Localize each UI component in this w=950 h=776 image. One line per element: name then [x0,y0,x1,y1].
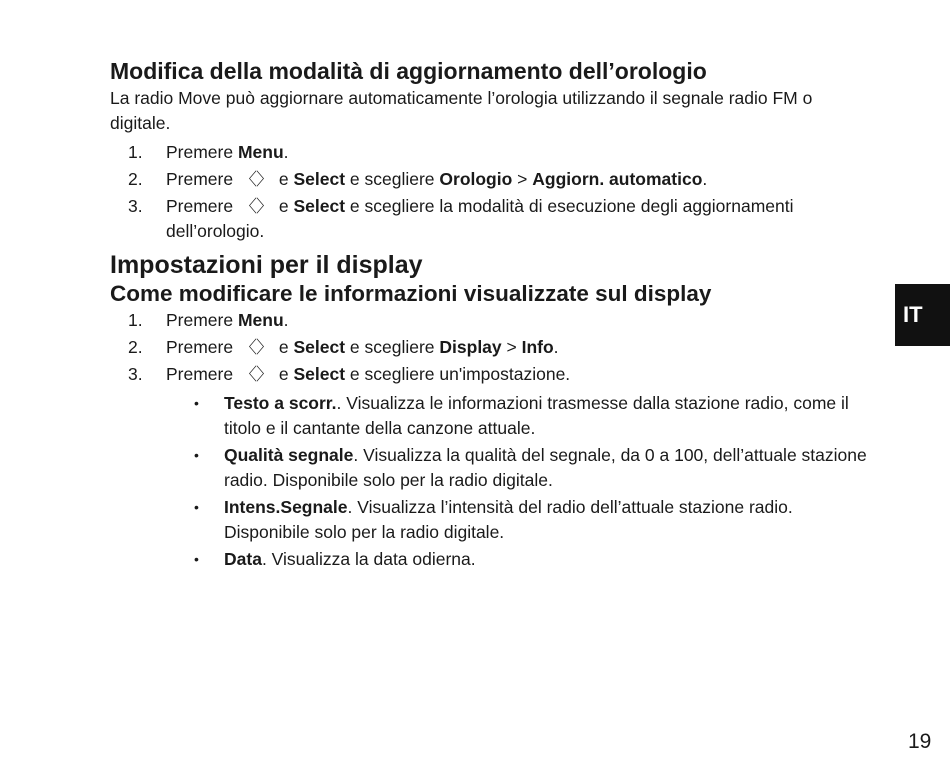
list-item: • Intens.Segnale. Visualizza l’intensità del radio dell’attuale stazione radio. Disponibile solo per la radio digitale. [194,497,793,542]
left-right-arrows-icon: 〈〉 [239,197,272,216]
section-title-clock-update: Modifica della modalità di aggiornamento dell’orologio [110,58,707,84]
display-options-list [110,391,870,572]
list-item: • Testo a scorr.. Visualizza le informazioni trasmesse dalla stazione radio, come il titolo e il cantante della canzone attuale. [194,393,849,438]
page-number: 19 [908,730,932,753]
list-item: • Data. Visualizza la data odierna. [110,547,870,572]
list-item: 2. Premere 〈〉 e Select e scegliere Orologio > Aggiorn. automatico. [110,167,870,192]
bullet-icon: • [194,499,199,515]
page-content [110,56,870,574]
left-right-arrows-icon: 〈〉 [239,170,272,189]
list-item: 2. Premere 〈〉 e Select e scegliere Display > Info. [110,335,870,360]
list-item: 3. Premere 〈〉 e Select e scegliere la modalità di esecuzione degli aggiornamenti dell’orologio. [128,196,794,241]
section-intro: La radio Move può aggiornare automaticamente l’orologia utilizzando il segnale radio FM o digitale. [110,88,813,133]
list-item: • Qualità segnale. Visualizza la qualità del segnale, da 0 a 100, dell’attuale stazione radio. Disponibile solo per la radio digitale. [194,445,867,490]
section-title-display-settings: Impostazioni per il display [110,251,423,279]
list-item: 1. Premere Menu. [128,142,289,162]
list-item: 1. Premere Menu. [128,310,289,330]
bullet-icon: • [194,551,199,567]
bullet-icon: • [194,395,199,411]
left-right-arrows-icon: 〈〉 [239,365,272,384]
display-steps-list [110,308,870,387]
subsection-title-display-info: Come modificare le informazioni visualizzate sul display [110,281,712,306]
bullet-icon: • [194,447,199,463]
left-right-arrows-icon: 〈〉 [239,338,272,357]
clock-steps-list [110,140,870,244]
language-tab: IT [895,284,950,346]
list-item: 3. Premere 〈〉 e Select e scegliere un'impostazione. [110,362,870,387]
